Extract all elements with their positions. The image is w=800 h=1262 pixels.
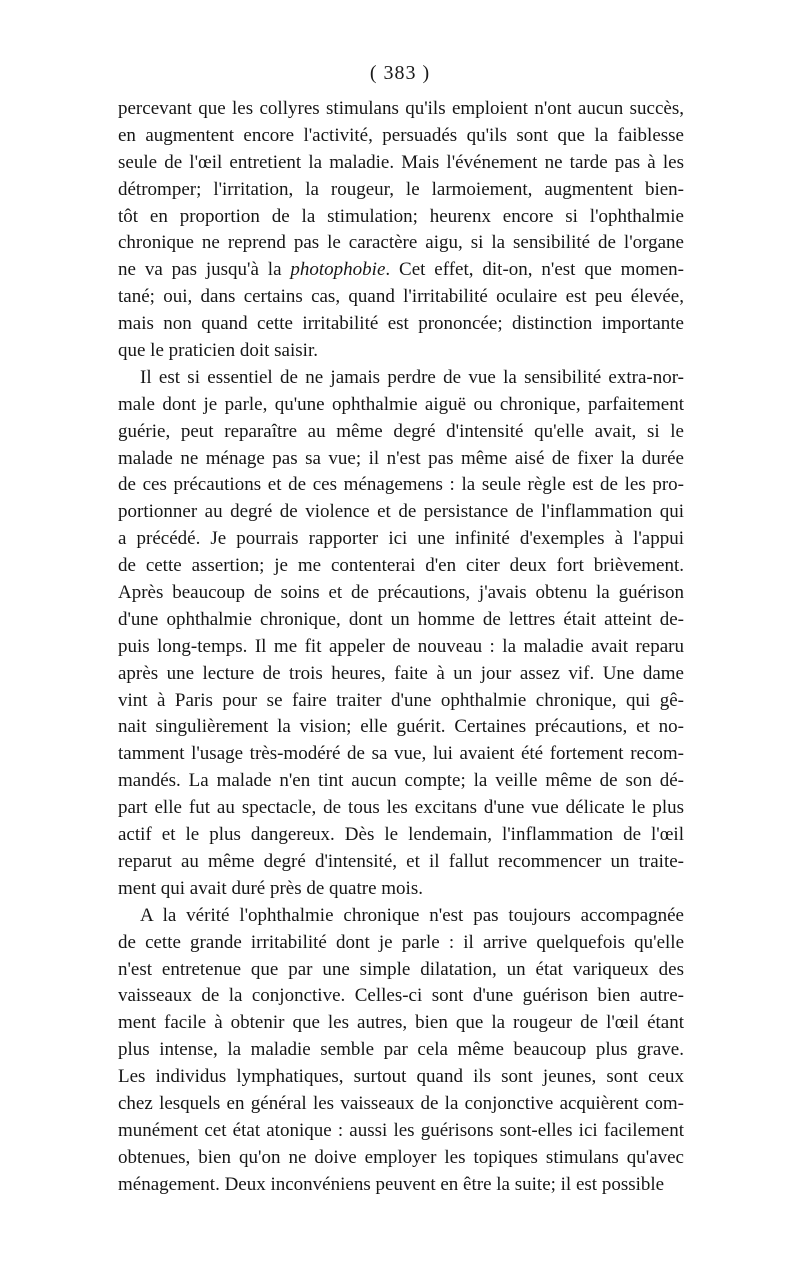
text-line: d'une ophthalmie chronique, dont un homme de lettres était atteint de- [118, 608, 684, 630]
text-line: n'est entretenue que par une simple dilatation, un état variqueux des [118, 958, 684, 980]
text-line: male dont je parle, qu'une ophthalmie aiguë ou chronique, parfaitement [118, 393, 684, 415]
text-line: chronique ne reprend pas le caractère aigu, si la sensibilité de l'organe [118, 232, 684, 254]
text-line: vaisseaux de la conjonctive. Celles-ci sont d'une guérison bien autre- [118, 985, 684, 1007]
paragraph [118, 365, 684, 903]
text-line: que le praticien doit saisir. [118, 340, 318, 362]
text-line: Après beaucoup de soins et de précautions, j'avais obtenu la guérison [118, 582, 684, 604]
text-line: ne va pas jusqu'à la photophobie. Cet effet, dit-on, n'est que momen- [118, 259, 684, 281]
text-line: de ces précautions et de ces ménagemens : la seule règle est de les pro- [118, 474, 684, 496]
text-line: nait singulièrement la vision; elle guérit. Certaines précautions, et no- [118, 716, 684, 738]
text-line: chez lesquels en général les vaisseaux de la conjonctive acquièrent com- [118, 1092, 684, 1114]
text-line: percevant que les collyres stimulans qu'ils emploient n'ont aucun succès, [118, 98, 684, 119]
text-line: obtenues, bien qu'on ne doive employer les topiques stimulans qu'avec [118, 1146, 684, 1168]
text-line: a précédé. Je pourrais rapporter ici une infinité d'exemples à l'appui [118, 528, 684, 550]
text-line: munément cet état atonique : aussi les guérisons sont-elles ici facilement [118, 1119, 684, 1141]
text-line: tané; oui, dans certains cas, quand l'irritabilité oculaire est peu élevée, [118, 286, 684, 308]
text-line: Les individus lymphatiques, surtout quand ils sont jeunes, sont ceux [118, 1066, 684, 1088]
text-line: reparut au même degré d'intensité, et il fallut recommencer un traite- [118, 850, 684, 872]
page-number: ( 383 ) [369, 62, 431, 84]
text-line: ménagement. Deux inconvéniens peuvent en être la suite; il est possible [118, 1173, 665, 1195]
text-line: plus intense, la maladie semble par cela même beaucoup plus grave. [118, 1039, 684, 1061]
text-line: guérie, peut reparaître au même degré d'intensité qu'elle avait, si le [118, 420, 684, 442]
text-line: détromper; l'irritation, la rougeur, le larmoiement, augmentent bien- [118, 178, 684, 200]
text-line: de cette assertion; je me contenterai d'en citer deux fort brièvement. [118, 555, 684, 577]
body-text [118, 96, 684, 1199]
text-line: tamment l'usage très-modéré de sa vue, lui avaient été fortement recom- [118, 743, 684, 765]
text-line: mais non quand cette irritabilité est prononcée; distinction importante [118, 313, 684, 335]
text-line: A la vérité l'ophthalmie chronique n'est pas toujours accompagnée [140, 904, 684, 926]
text-line: malade ne ménage pas sa vue; il n'est pas même aisé de fixer la durée [118, 447, 684, 469]
text-line: part elle fut au spectacle, de tous les excitans d'une vue délicate le plus [118, 797, 684, 819]
text-line: ment facile à obtenir que les autres, bien que la rougeur de l'œil étant [118, 1012, 684, 1034]
text-line: en augmentent encore l'activité, persuadés qu'ils sont que la faiblesse [118, 124, 684, 146]
text-line: seule de l'œil entretient la maladie. Mais l'événement ne tarde pas à les [118, 151, 684, 173]
text-line: de cette grande irritabilité dont je parle : il arrive quelquefois qu'elle [118, 931, 684, 953]
text-line: puis long-temps. Il me fit appeler de nouveau : la maladie avait reparu [118, 635, 684, 657]
text-line: après une lecture de trois heures, faite à un jour assez vif. Une dame [118, 662, 684, 684]
paragraph [118, 96, 684, 365]
text-line: mandés. La malade n'en tint aucun compte; la veille même de son dé- [118, 770, 684, 792]
italic-term: photophobie [290, 259, 386, 281]
text-line: tôt en proportion de la stimulation; heurenx encore si l'ophthalmie [118, 205, 684, 227]
text-line: actif et le plus dangereux. Dès le lendemain, l'inflammation de l'œil [118, 824, 684, 846]
text-line: vint à Paris pour se faire traiter d'une ophthalmie chronique, qui gê- [118, 689, 684, 711]
text-line: ment qui avait duré près de quatre mois. [118, 877, 423, 899]
text-line: portionner au degré de violence et de persistance de l'inflammation qui [118, 501, 684, 523]
paragraph [118, 903, 684, 1199]
text-line: Il est si essentiel de ne jamais perdre de vue la sensibilité extra-nor- [140, 366, 684, 388]
